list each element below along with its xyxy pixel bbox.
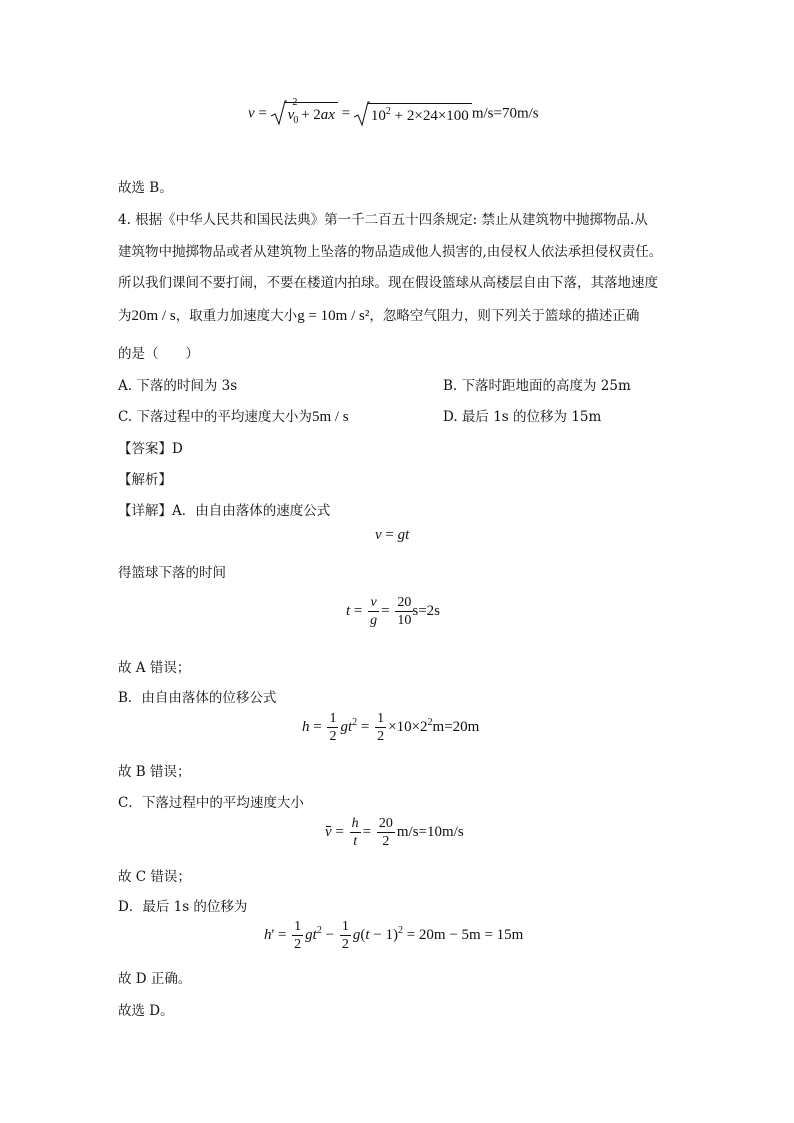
option-c-value: 5m / s	[311, 409, 349, 425]
option-d: D. 最后 1s 的位移为 15m	[443, 409, 602, 425]
option-b: B. 下落时距地面的高度为 25m	[443, 378, 631, 394]
detail-a-result: 故 A 错误；	[118, 660, 191, 676]
inline-v20: 20m / s	[131, 308, 176, 324]
formula-h-prime: h' = $\frac{1}{2}$ $gt^2$ − $\frac{1}{2}$ $g(t - 1)^2 = 20m - 5m = 15m$	[264, 919, 524, 952]
option-c	[118, 405, 349, 426]
option-c-text: C. 下落过程中的平均速度大小为	[118, 409, 312, 425]
question-line-3: 所以我们课间不要打闹，不要在楼道内拍球。现在假设篮球从高楼层自由下落，其落地速度	[118, 275, 658, 291]
detail-c-result: 故 C 错误；	[118, 869, 191, 885]
answer-label: 【答案】D	[118, 441, 183, 457]
question-line-2: 建筑物中抛掷物品或者从建筑物上坠落的物品造成他人损害的,由侵权人依法承担侵权责任。	[118, 244, 663, 260]
detail-a-intro: 【详解】A．由自由落体的速度公式	[118, 503, 331, 519]
inline-g10: g = 10m / s²	[297, 308, 370, 324]
detail-d-result: 故 D 正确。	[118, 971, 192, 987]
option-a: A. 下落的时间为 3s	[118, 378, 238, 394]
question-line-1: 4. 根据《中华人民共和国民法典》第一千二百五十四条规定: 禁止从建筑物中抛掷物品.从	[118, 212, 648, 228]
detail-b-result: 故 B 错误；	[118, 764, 191, 780]
formula-v-sqrt: v = $v_0^2 + 2ax$ = $10^2 + 2\times 24\times 100$ m/s=70m/s	[248, 97, 539, 126]
question-line-4-a: 为	[118, 308, 132, 324]
analysis-label: 【解析】	[118, 472, 172, 488]
question-line-5: 的是（ ）	[118, 346, 199, 362]
question-line-4-b: ，取重力加速度大小	[175, 308, 298, 324]
detail-b-intro: B．由自由落体的位移公式	[118, 690, 277, 706]
formula-h: h = $\frac{1}{2}$ $gt^2$ = $\frac{1}{2}$ $\times 10\times 2^2m=20m$	[302, 711, 480, 744]
question-line-4	[118, 304, 639, 325]
formula-t: t = $\frac{v}{g}$ = $\frac{20}{10}$ s=2s	[346, 595, 440, 628]
final-answer: 故选 D。	[118, 1003, 174, 1019]
question-line-4-c: ，忽略空气阻力，则下列关于篮球的描述正确	[369, 308, 640, 324]
formula-vbar: v = $\frac{h}{t}$ = $\frac{20}{2}$ m/s=10m/s	[325, 816, 464, 849]
detail-a-text: 得篮球下落的时间	[118, 565, 226, 581]
detail-d-intro: D．最后 1s 的位移为	[118, 899, 248, 915]
detail-c-intro: C．下落过程中的平均速度大小	[118, 795, 304, 811]
prev-conclusion: 故选 B。	[118, 180, 173, 196]
formula-v-gt: v = gt	[375, 527, 410, 543]
